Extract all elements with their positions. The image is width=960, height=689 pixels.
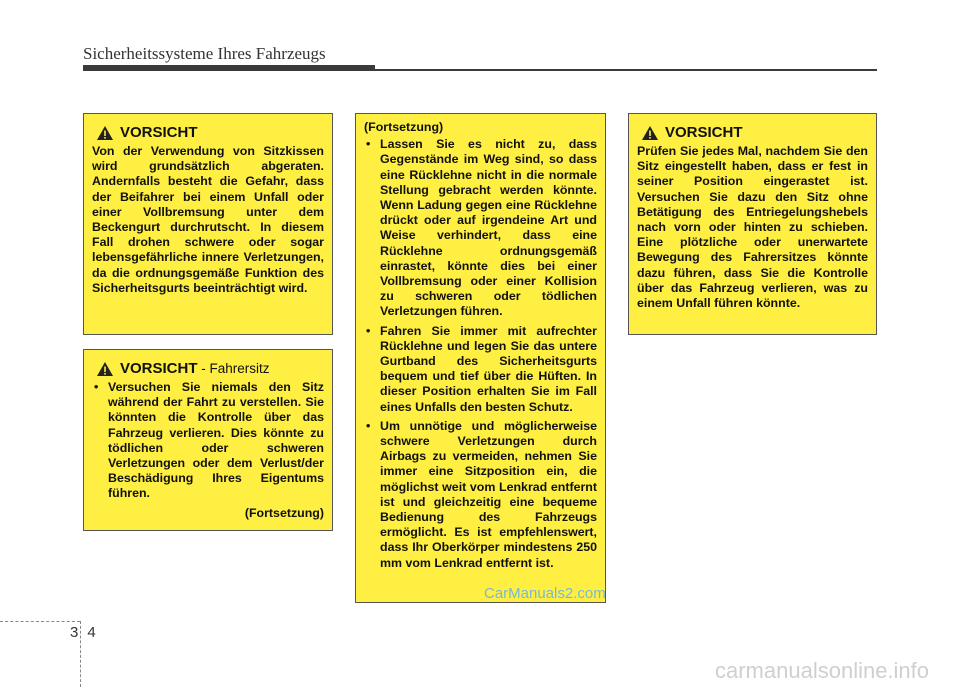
- caution-heading: [96, 124, 324, 142]
- caution-label: VORSICHT: [665, 124, 743, 141]
- caution-label-sub: - Fahrersitz: [197, 361, 270, 376]
- watermark-top: CarManuals2.com: [484, 585, 606, 602]
- bullet-list: [92, 380, 324, 502]
- continued-note: (Fortsetzung): [364, 120, 444, 134]
- warning-triangle-icon: [96, 125, 114, 141]
- caution-label: VORSICHT: [120, 124, 198, 141]
- caution-label: [120, 360, 270, 378]
- header-rule: [375, 69, 877, 71]
- list-item: • Fahren Sie immer mit aufrechter Rücklehne und legen Sie das untere Gurtband des Sicherheitsgurts bequem und tief über die Hüften. In dieser Position erhalten Sie im Fall eines Unfalls den besten Schutz.: [364, 324, 597, 415]
- caution-box-continued: [355, 113, 606, 603]
- watermark-bottom: carmanualsonline.info: [715, 658, 930, 683]
- list-item: • Um unnötige und möglicherweise schwere Verletzungen durch Airbags zu vermeiden, nehmen Sie immer eine Sitzposition ein, die möglichst weit vom Lenkrad entfernt ist und gleichzeitig eine bequeme Bedienung des Fahrzeugs ermöglicht. Es ist empfehlenswert, dass Ihr Oberkörper mindestens 250 mm vom Lenkrad entfernt ist.: [364, 419, 597, 571]
- caution-label-main: VORSICHT: [120, 360, 198, 377]
- list-item: • Versuchen Sie niemals den Sitz während der Fahrt zu verstellen. Sie könnten die Kontrolle über das Fahrzeug verlieren. Dies könnte zu tödlichen oder schweren Verletzungen oder dem Verlust/der Beschädigung Ihres Eigentums führen.: [92, 380, 324, 502]
- warning-triangle-icon: [96, 361, 114, 377]
- continued-note: (Fortsetzung): [244, 505, 324, 520]
- bullet-list: [364, 137, 597, 571]
- page-number: 34: [70, 624, 105, 641]
- caution-heading: [96, 360, 324, 378]
- footer-rule: [0, 621, 80, 622]
- caution-text: Prüfen Sie jedes Mal, nachdem Sie den Sitz eingestellt haben, dass er fest in seiner Position eingerastet ist. Versuchen Sie dazu den Sitz ohne Betätigung des Entriegelungshebels nach vorn oder hinten zu schieben. Eine plötzliche oder unerwartete Bewegung des Fahrersitzes könnte dazu führen, dass Sie die Kontrolle über das Fahrzeug verlieren, was zu einem Unfall führen könnte.: [637, 144, 868, 311]
- caution-box-driver-seat: [83, 349, 333, 531]
- header-bar: [83, 65, 375, 71]
- list-item: • Lassen Sie es nicht zu, dass Gegenstände im Weg sind, so dass eine Rücklehne nicht in die normale Stellung gebracht werden könnte. Wenn Ladung gegen eine Rücklehne drückt oder auf irgendeine Art und Weise verhindert, dass eine Rücklehne ordnungsgemäß einrastet, könnte dies bei einer Vollbremsung oder einer Kollision zu schweren oder tödlichen Verletzungen führen.: [364, 137, 597, 319]
- caution-box-seat-cushion: [83, 113, 333, 335]
- caution-heading: [641, 124, 868, 142]
- caution-box-seat-lock: [628, 113, 877, 335]
- warning-triangle-icon: [641, 125, 659, 141]
- caution-text: Von der Verwendung von Sitzkissen wird grundsätzlich abgeraten. Andernfalls besteht die Gefahr, dass der Beifahrer bei einem Unfall oder einer Vollbremsung unter dem Beckengurt durchrutscht. In diesem Fall drohen schwere oder sogar lebensgefährliche innere Verletzungen, da die ordnungsgemäße Funktion des Sicherheitsgurts beeinträchtigt wird.: [92, 144, 324, 295]
- page-header-title: Sicherheitssysteme Ihres Fahrzeugs: [83, 44, 326, 63]
